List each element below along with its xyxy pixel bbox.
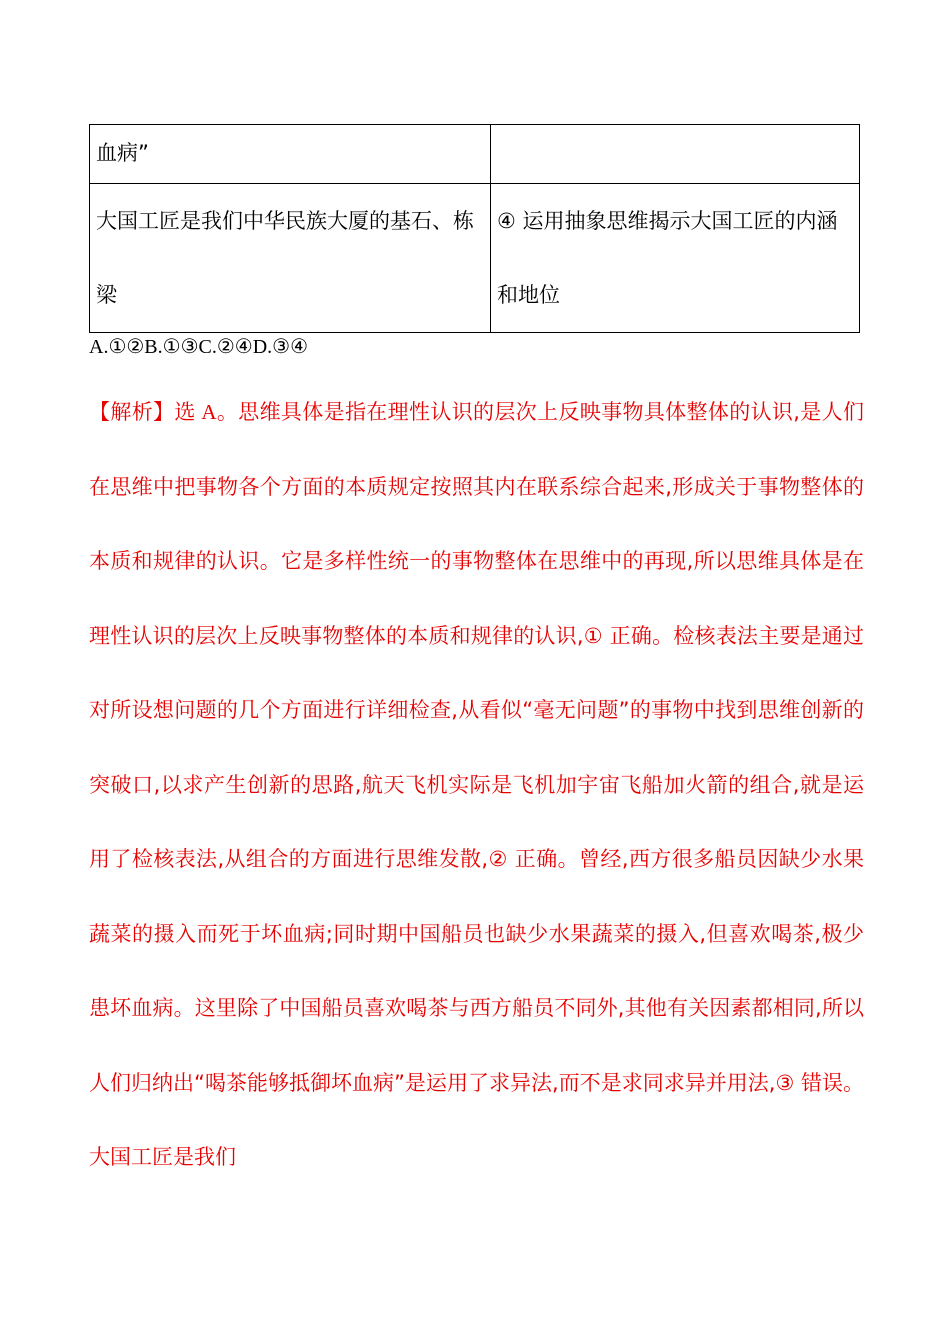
table-cell-left: 血病”	[90, 125, 491, 184]
question-table	[89, 124, 860, 333]
table-cell-right	[491, 125, 860, 184]
answer-options: A.①②B.①③C.②④D.③④	[89, 336, 309, 358]
table-cell-right: ④ 运用抽象思维揭示大国工匠的内涵和地位	[491, 184, 860, 333]
table-cell-left: 大国工匠是我们中华民族大厦的基石、栋梁	[90, 184, 491, 333]
table-row	[90, 184, 860, 333]
analysis-text: 思维具体是指在理性认识的层次上反映事物具体整体的认识,是人们在思维中把事物各个方面的本质规定按照其内在联系综合起来,形成关于事物整体的本质和规律的认识。它是多样性统一的事物整体在思维中的再现,所以思维具体是在理性认识的层次上反映事物整体的本质和规律的认识,① 正确。检核表法主要是通过对所设想问题的几个方面进行详细检查,从看似“毫无问题”的事物中找到思维创新的突破口,以求产生创新的思路,航天飞机实际是飞机加宇宙飞船加火箭的组合,就是运用了检核表法,从组合的方面进行思维发散,② 正确。曾经,西方很多船员因缺少水果蔬菜的摄入而死于坏血病;同时期中国船员也缺少水果蔬菜的摄入,但喜欢喝茶,极少患坏血病。这里除了中国船员喜欢喝茶与西方船员不同外,其他有关因素都相同,所以人们归纳出“喝茶能够抵御坏血病”是运用了求异法,而不是求同求异并用法,③ 错误。大国工匠是我们	[89, 400, 864, 1169]
analysis-label: 【解析】	[89, 400, 175, 424]
analysis-choice: 选 A。	[174, 400, 239, 424]
analysis-paragraph	[89, 375, 864, 1195]
table-row	[90, 125, 860, 184]
